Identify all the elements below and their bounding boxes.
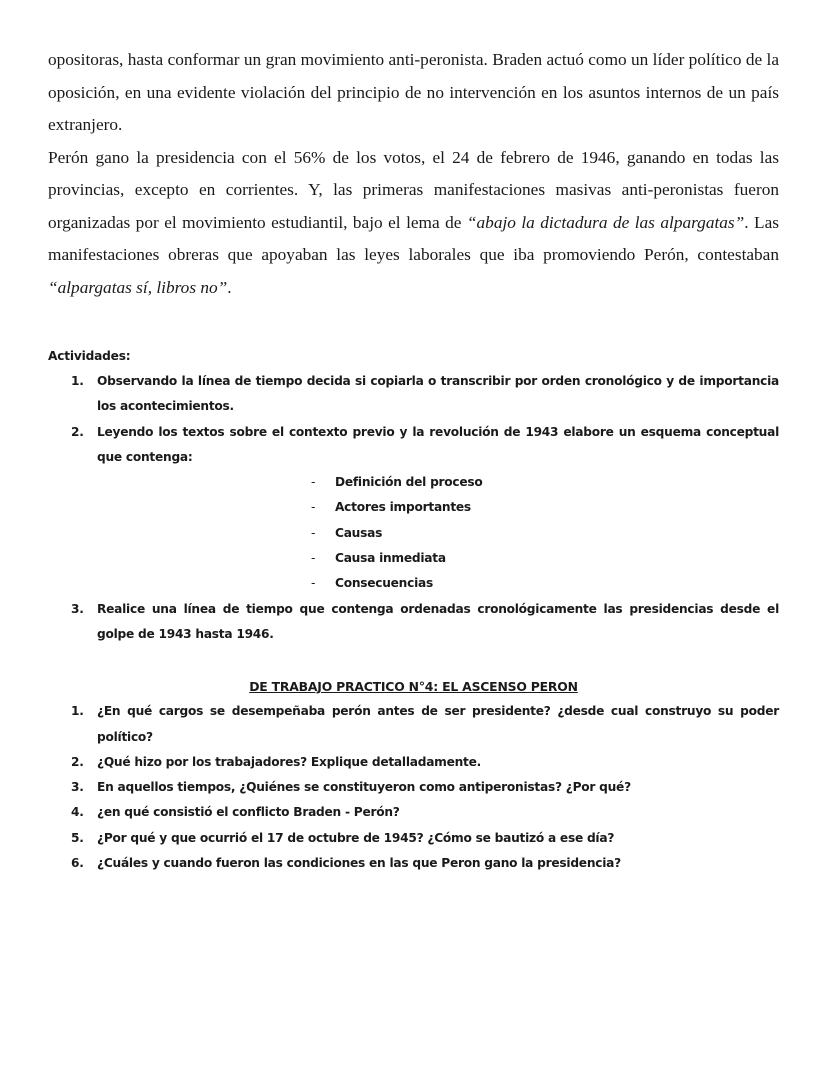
quote-alpargatas-si: “alpargatas sí, libros no” xyxy=(48,277,228,297)
dash-bullet: - xyxy=(311,576,316,591)
concept-map-item xyxy=(48,470,779,495)
question-number: 6. xyxy=(71,856,84,871)
paragraph-2-text-a: Perón gano la presidencia con el 56% de los votos, el 24 de febrero de 1946, ganando en todas las provincias, excepto en corrientes. Y, las primeras manifestaciones masivas anti-peronistas fueron organizadas por el movimiento estudiantil, bajo el lema de xyxy=(48,147,779,232)
dash-bullet: - xyxy=(311,500,316,515)
question-number: 3. xyxy=(71,780,84,795)
concept-map-item-text: Definición del proceso xyxy=(335,475,483,490)
concept-map-item-text: Causas xyxy=(335,525,383,540)
concept-map-item-text: Consecuencias xyxy=(335,576,433,591)
question-text: ¿en qué consistió el conflicto Braden - Perón? xyxy=(97,805,400,820)
practical-work-title: DE TRABAJO PRACTICO N°4: EL ASCENSO PERON xyxy=(249,679,578,695)
concept-map-item xyxy=(48,571,779,596)
question-text: ¿En qué cargos se desempeñaba perón antes de ser presidente? ¿desde cual construyo su poder político? xyxy=(97,704,779,744)
question-item-1 xyxy=(48,699,779,750)
question-item-4 xyxy=(48,800,779,825)
activities-list xyxy=(48,369,779,470)
paragraph-2-text-c: . xyxy=(227,277,232,297)
question-item-3 xyxy=(48,775,779,800)
spacer xyxy=(48,304,779,344)
question-number: 1. xyxy=(71,704,84,719)
concept-map-item xyxy=(48,495,779,520)
activity-text: Realice una línea de tiempo que contenga ordenadas cronológicamente las presidencias desde el golpe de 1943 hasta 1946. xyxy=(97,601,779,641)
activity-item-3 xyxy=(48,597,779,648)
dash-bullet: - xyxy=(311,475,316,490)
concept-map-item-text: Causa inmediata xyxy=(335,551,446,566)
question-text: En aquellos tiempos, ¿Quiénes se constituyeron como antiperonistas? ¿Por qué? xyxy=(97,780,631,795)
concept-map-item xyxy=(48,521,779,546)
question-number: 4. xyxy=(71,805,84,820)
question-text: ¿Cuáles y cuando fueron las condiciones en las que Peron gano la presidencia? xyxy=(97,856,621,871)
concept-map-item xyxy=(48,546,779,571)
activities-title: Actividades: xyxy=(48,349,131,363)
concept-map-item-text: Actores importantes xyxy=(335,500,471,515)
activity-item-2 xyxy=(48,420,779,471)
question-text: ¿Qué hizo por los trabajadores? Explique detalladamente. xyxy=(97,754,482,769)
practical-work-questions xyxy=(48,699,779,876)
activity-item-1 xyxy=(48,369,779,420)
spacer xyxy=(48,647,779,675)
paragraph-2-text-b: . Las manifestaciones obreras que apoyaban las leyes laborales que iba promoviendo Perón, contestaban xyxy=(48,212,779,264)
question-item-2 xyxy=(48,750,779,775)
activity-text: Observando la línea de tiempo decida si copiarla o transcribir por orden cronológico y de importancia los acontecimientos. xyxy=(97,374,779,414)
question-number: 5. xyxy=(71,830,84,845)
question-number: 2. xyxy=(71,754,84,769)
dash-bullet: - xyxy=(311,551,316,566)
question-item-6 xyxy=(48,851,779,876)
activity-number: 3. xyxy=(71,601,84,616)
activity-number: 2. xyxy=(71,424,84,439)
intro-paragraph-1: opositoras, hasta conformar un gran movimiento anti-peronista. Braden actuó como un líder político de la oposición, en una evidente violación del principio de no intervención en los asuntos internos de un país extranjero. xyxy=(48,50,779,134)
concept-map-contents-list xyxy=(48,470,779,596)
question-item-5 xyxy=(48,826,779,851)
quote-abajo-la-dictadura: “abajo la dictadura de las alpargatas” xyxy=(466,212,745,232)
question-text: ¿Por qué y que ocurrió el 17 de octubre de 1945? ¿Cómo se bautizó a ese día? xyxy=(97,830,615,845)
dash-bullet: - xyxy=(311,525,316,540)
activity-number: 1. xyxy=(71,374,84,388)
intro-paragraph-2 xyxy=(48,142,779,305)
activities-list-continued xyxy=(48,597,779,648)
activity-text: Leyendo los textos sobre el contexto previo y la revolución de 1943 elabore un esquema conceptual que contenga: xyxy=(97,424,779,464)
document-page xyxy=(48,44,779,876)
